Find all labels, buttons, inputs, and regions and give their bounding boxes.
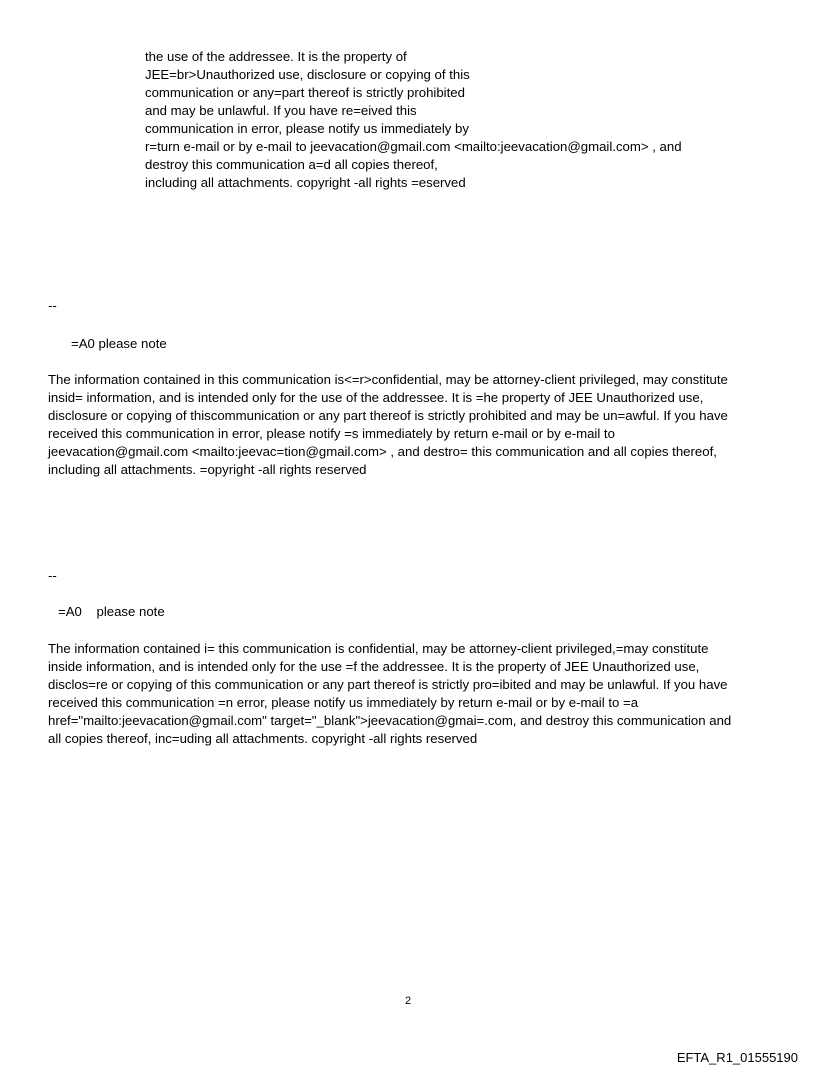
text-line: communication in error, please notify us immediately by — [145, 121, 469, 136]
text-line: insid= information, and is intended only for the use of the addressee. It is =he property of JEE Unauthorized use, — [48, 390, 704, 405]
text-line: received this communication =n error, please notify us immediately by return e-mail or by e-mail to =a — [48, 695, 639, 710]
note-heading: =A0 please note — [58, 604, 165, 619]
text-line: jeevacation@gmail.com <mailto:jeevac=tion@gmail.com> , and destro= this communication and all copies thereof, — [48, 444, 717, 459]
text-line: The information contained in this communication is<=r>confidential, may be attorney-client privileged, may constitute — [48, 372, 728, 387]
text-line: communication or any=part thereof is strictly prohibited — [145, 85, 465, 100]
bates-number: EFTA_R1_01555190 — [676, 1050, 798, 1065]
text-line: The information contained i= this communication is confidential, may be attorney-client privileged,=may constitute — [48, 641, 709, 656]
note-heading: =A0 please note — [71, 336, 167, 351]
separator: -- — [48, 568, 57, 583]
text-line: including all attachments. =opyright -all rights reserved — [48, 462, 367, 477]
text-line: JEE=br>Unauthorized use, disclosure or copying of this — [145, 67, 470, 82]
text-line: received this communication in error, please notify =s immediately by return e-mail or by e-mail to — [48, 426, 615, 441]
page-number: 2 — [404, 995, 412, 1007]
text-line: the use of the addressee. It is the property of — [145, 49, 407, 64]
text-line: destroy this communication a=d all copies thereof, — [145, 157, 438, 172]
text-line: all copies thereof, inc=uding all attachments. copyright -all rights reserved — [48, 731, 478, 746]
text-line: r=turn e-mail or by e-mail to jeevacation@gmail.com <mailto:jeevacation@gmail.com> , and — [145, 139, 682, 154]
text-line: disclos=re or copying of this communication or any part thereof is strictly pro=ibited and may be unlawful. If you have — [48, 677, 728, 692]
text-line: including all attachments. copyright -all rights =eserved — [145, 175, 466, 190]
text-line: disclosure or copying of thiscommunication or any part thereof is strictly prohibited and may be un=awful. If you have — [48, 408, 728, 423]
separator: -- — [48, 298, 57, 313]
text-line: and may be unlawful. If you have re=eived this — [145, 103, 417, 118]
text-line: href="mailto:jeevacation@gmail.com" target="_blank">jeevacation@gmai=.com, and destroy this communication and — [48, 713, 732, 728]
text-line: inside information, and is intended only for the use =f the addressee. It is the property of JEE Unauthorized use, — [48, 659, 700, 674]
